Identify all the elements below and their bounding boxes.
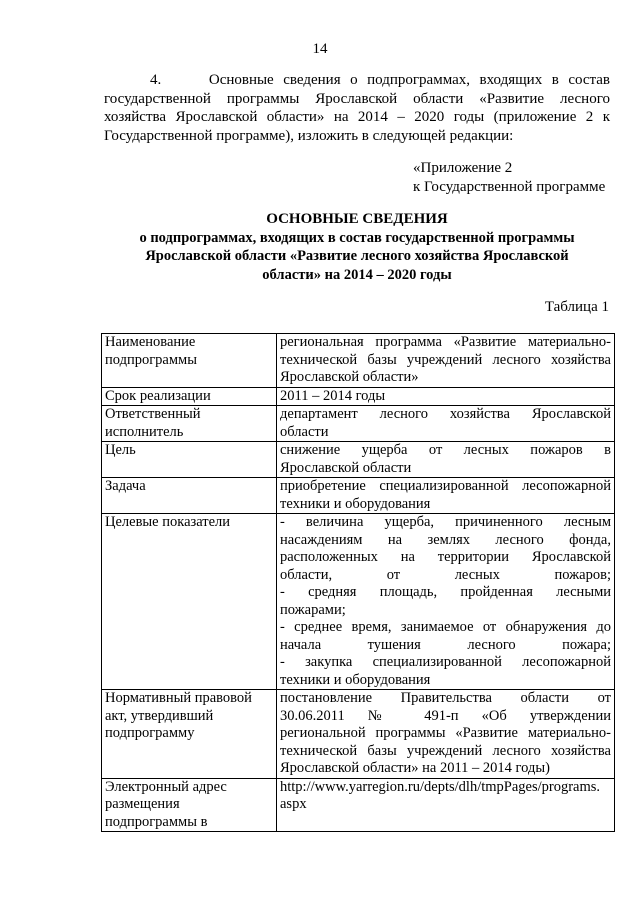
- row-value-cell: [277, 478, 615, 514]
- table-row: [102, 514, 615, 690]
- row-value-cell: [277, 334, 615, 388]
- row-value-line: 30.06.2011 № 491-п «Об утверждении: [280, 707, 611, 724]
- row-label-cell: [102, 387, 277, 406]
- row-value-line: - величина ущерба, причиненного лесным: [280, 514, 611, 530]
- row-value-line: технической базы учреждений лесного хозяйства: [280, 351, 611, 368]
- row-label-cell: [102, 334, 277, 388]
- row-value-line: региональной программы «Развитие материально-: [280, 725, 611, 741]
- appendix-line-2: к Государственной программе: [413, 179, 606, 195]
- document-heading: [104, 210, 610, 284]
- row-value-line: пожарами;: [280, 601, 346, 618]
- row-value-cell: [277, 442, 615, 478]
- table-row: [102, 778, 615, 832]
- row-value-line: снижение ущерба от лесных пожаров в: [280, 442, 611, 458]
- row-label-line: Целевые показатели: [105, 514, 231, 530]
- row-value-cell: [277, 778, 615, 832]
- row-value-line: региональная программа «Развитие материально-: [280, 334, 611, 350]
- table-row: [102, 387, 615, 406]
- row-label-line: Наименование: [105, 334, 196, 350]
- row-value-line: http://www.yarregion.ru/depts/dlh/tmpPages/programs.: [280, 778, 601, 795]
- row-value-line: начала тушения лесного пожара;: [280, 636, 611, 653]
- table-row: [102, 478, 615, 514]
- row-value-cell: [277, 406, 615, 442]
- subprogram-table: [101, 333, 615, 832]
- table-row: [102, 406, 615, 442]
- heading-line-4: области» на 2014 – 2020 годы: [262, 266, 452, 283]
- heading-title: ОСНОВНЫЕ СВЕДЕНИЯ: [266, 211, 448, 227]
- row-value-line: aspx: [280, 796, 307, 812]
- row-label-line: Ответственный: [105, 406, 201, 422]
- row-label-line: подпрограмму: [105, 725, 195, 741]
- row-value-line: техники и оборудования: [280, 495, 431, 512]
- row-label-line: исполнитель: [105, 423, 184, 440]
- intro-line-4: Государственной программе), изложить в следующей редакции:: [104, 127, 514, 144]
- table-row: [102, 690, 615, 779]
- row-value-line: технической базы учреждений лесного хозяйства: [280, 742, 611, 759]
- table-row: [102, 442, 615, 478]
- row-value-line: - среднее время, занимаемое от обнаружения до: [280, 619, 611, 635]
- row-value-line: Ярославской области»: [280, 369, 419, 385]
- heading-line-2: о подпрограммах, входящих в состав государственной программы: [139, 229, 575, 246]
- row-label-line: подпрограммы в: [105, 813, 208, 830]
- intro-line-3: хозяйства Ярославской области» на 2014 – 2020 годы (приложение 2 к: [104, 109, 610, 125]
- row-value-line: 2011 – 2014 годы: [280, 387, 386, 404]
- row-label-cell: [102, 514, 277, 690]
- row-value-line: Ярославской области» на 2011 – 2014 годы): [280, 760, 550, 776]
- row-label-cell: [102, 690, 277, 779]
- row-value-cell: [277, 387, 615, 406]
- row-value-line: области: [280, 423, 329, 440]
- intro-line-2: государственной программы Ярославской области «Развитие лесного: [104, 90, 610, 107]
- row-label-line: размещения: [105, 796, 180, 812]
- row-value-line: насаждениям на землях лесного фонда,: [280, 531, 611, 548]
- subprogram-table-body: [102, 334, 615, 832]
- row-value-line: - средняя площадь, пройденная лесными: [280, 584, 611, 600]
- appendix-reference: [413, 159, 605, 197]
- row-value-line: приобретение специализированной лесопожарной: [280, 478, 611, 494]
- row-label-line: Электронный адрес: [105, 778, 227, 795]
- intro-paragraph: [104, 71, 610, 145]
- row-value-line: - закупка специализированной лесопожарной: [280, 654, 611, 670]
- row-value-line: техники и оборудования: [280, 671, 431, 688]
- row-label-line: Задача: [105, 478, 146, 494]
- table-row: [102, 334, 615, 388]
- row-label-line: Срок реализации: [105, 387, 211, 404]
- row-value-cell: [277, 514, 615, 690]
- row-label-cell: [102, 442, 277, 478]
- row-label-line: Нормативный правовой: [105, 690, 252, 706]
- row-label-cell: [102, 478, 277, 514]
- row-value-line: расположенных на территории Ярославской: [280, 549, 611, 565]
- page-number: 14: [312, 41, 328, 57]
- table-caption: Таблица 1: [544, 299, 609, 315]
- row-label-line: Цель: [105, 442, 136, 458]
- row-label-line: акт, утвердивший: [105, 707, 214, 724]
- row-value-line: департамент лесного хозяйства Ярославской: [280, 406, 611, 422]
- row-value-line: области, от лесных пожаров;: [280, 566, 611, 583]
- heading-line-3: Ярославской области «Развитие лесного хозяйства Ярославской: [145, 248, 569, 264]
- row-label-cell: [102, 406, 277, 442]
- row-value-cell: [277, 690, 615, 779]
- row-label-cell: [102, 778, 277, 832]
- row-value-line: Ярославской области: [280, 459, 412, 476]
- intro-line-1: 4. Основные сведения о подпрограммах, входящих в состав: [150, 72, 610, 88]
- row-label-line: подпрограммы: [105, 351, 197, 368]
- row-value-line: постановление Правительства области от: [280, 690, 611, 706]
- appendix-line-1: «Приложение 2: [413, 160, 513, 176]
